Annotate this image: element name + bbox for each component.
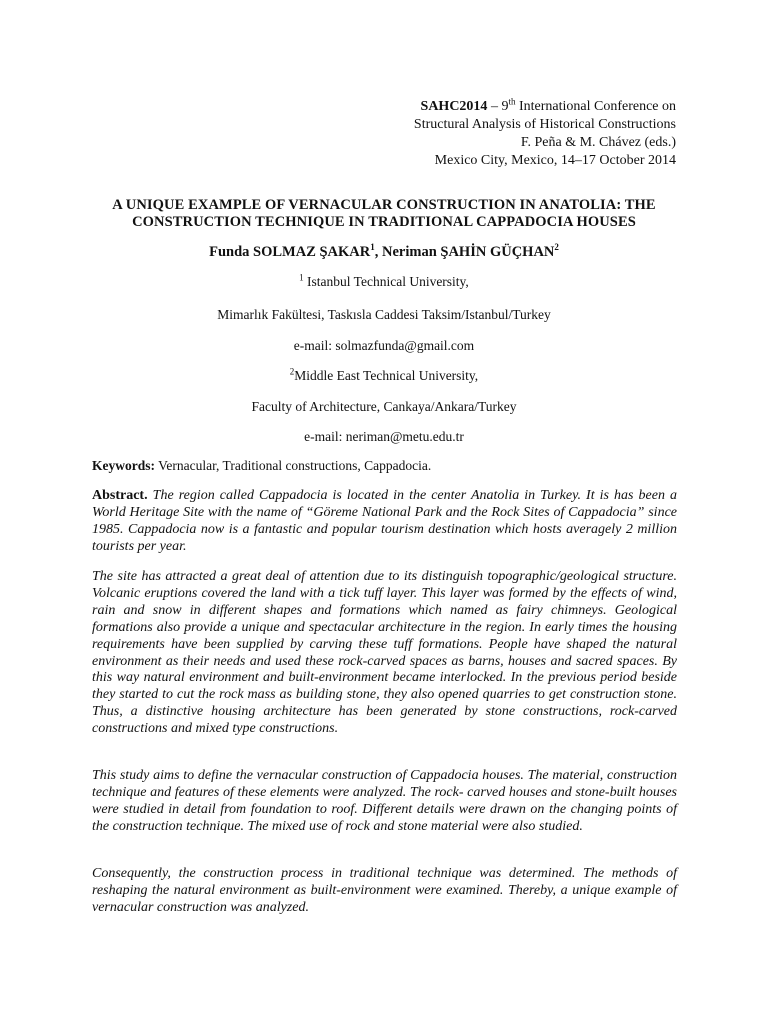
affiliation-1-address: Mimarlık Fakültesi, Taskısla Caddesi Taksim/Istanbul/Turkey [217, 307, 551, 322]
conference-location-date: Mexico City, Mexico, 14–17 October 2014 [434, 153, 676, 168]
keywords [92, 457, 678, 474]
author-affiliation-mark: 1 [370, 242, 375, 253]
conference-name-start: International Conference on [515, 99, 676, 114]
affiliation-institution: Middle East Technical University, [294, 368, 479, 383]
author-name: Funda SOLMAZ ŞAKAR [209, 244, 371, 260]
ordinal-suffix: th [508, 96, 516, 107]
conference-header [414, 98, 676, 170]
affiliation-institution: Istanbul Technical University, [303, 274, 469, 289]
conference-line-1 [414, 98, 676, 116]
conference-editors: F. Peña & M. Chávez (eds.) [520, 135, 676, 150]
abstract-paragraph-3: This study aims to define the vernacular construction of Cappadocia houses. The material, construction technique and features of these elements were analyzed. The rock- carved houses and stone-built houses were studied in detail from foundation to roof. Different details were drawn on the changing points of the construction technique. The mixed use of rock and stone material were also studied. [92, 768, 677, 834]
affiliation-mark: 1 [299, 272, 304, 283]
affiliation-1-email: e-mail: solmazfunda@gmail.com [293, 338, 475, 353]
abstract-label: Abstract. [92, 488, 148, 503]
author-affiliation-mark: 2 [554, 242, 559, 253]
affiliation-mark: 2 [289, 366, 295, 377]
affiliation-2-address: Faculty of Architecture, Cankaya/Ankara/Turkey [251, 399, 517, 414]
keywords-text: Vernacular, Traditional constructions, Cappadocia. [155, 458, 432, 473]
conference-line-2: Structural Analysis of Historical Constructions [413, 117, 676, 132]
affiliation-2-institution [90, 367, 678, 384]
abstract-paragraph-4: Consequently, the construction process in traditional technique was determined. The methods of reshaping the natural environment as built-environment were examined. Thereby, a unique example of vernacular construction was analyzed. [92, 866, 677, 915]
conference-acronym: SAHC2014 [420, 99, 488, 114]
author-separator: , [374, 244, 382, 260]
abstract-paragraph-1 [92, 488, 677, 556]
paper-title: A UNIQUE EXAMPLE OF VERNACULAR CONSTRUCTION IN ANATOLIA: THE CONSTRUCTION TECHNIQUE IN TRADITIONAL CAPPADOCIA HOUSES [112, 197, 656, 230]
affiliation-2-email: e-mail: neriman@metu.edu.tr [304, 429, 464, 444]
affiliation-1-institution [90, 273, 678, 290]
author-list [90, 243, 678, 261]
author-name: Neriman ŞAHİN GÜÇHAN [382, 244, 555, 260]
conference-edition: – 9 [487, 99, 509, 114]
abstract-paragraph-2: The site has attracted a great deal of attention due to its distinguish topographic/geological structure. Volcanic eruptions covered the land with a tick tuff layer. This layer was formed by the effects of wind, rain and snow in different shapes and formations which named as fairy chimneys. Geological formations also provide a unique and spectacular architecture in the region. In early times the housing requirements have been supplied by carving these tuff formations. People have shaped the natural environment as their needs and used these rock-carved spaces as barns, houses and sacred spaces. By this way natural environment and built-environment became interlocked. In the previous period beside they started to cut the rock mass as building stone, they also opened quarries to get construction stone. Thus, a distinctive housing architecture has been generated by stone constructions, rock-carved constructions and mixed type constructions. [92, 569, 677, 737]
abstract-text: The region called Cappadocia is located in the center Anatolia in Turkey. It is has been a World Heritage Site with the name of “Göreme National Park and the Rock Sites of Cappadocia” since 1985. Cappadocia now is a fantastic and popular tourism destination which hosts averagely 2 million tourists per year. [92, 488, 677, 554]
keywords-label: Keywords: [92, 458, 155, 473]
